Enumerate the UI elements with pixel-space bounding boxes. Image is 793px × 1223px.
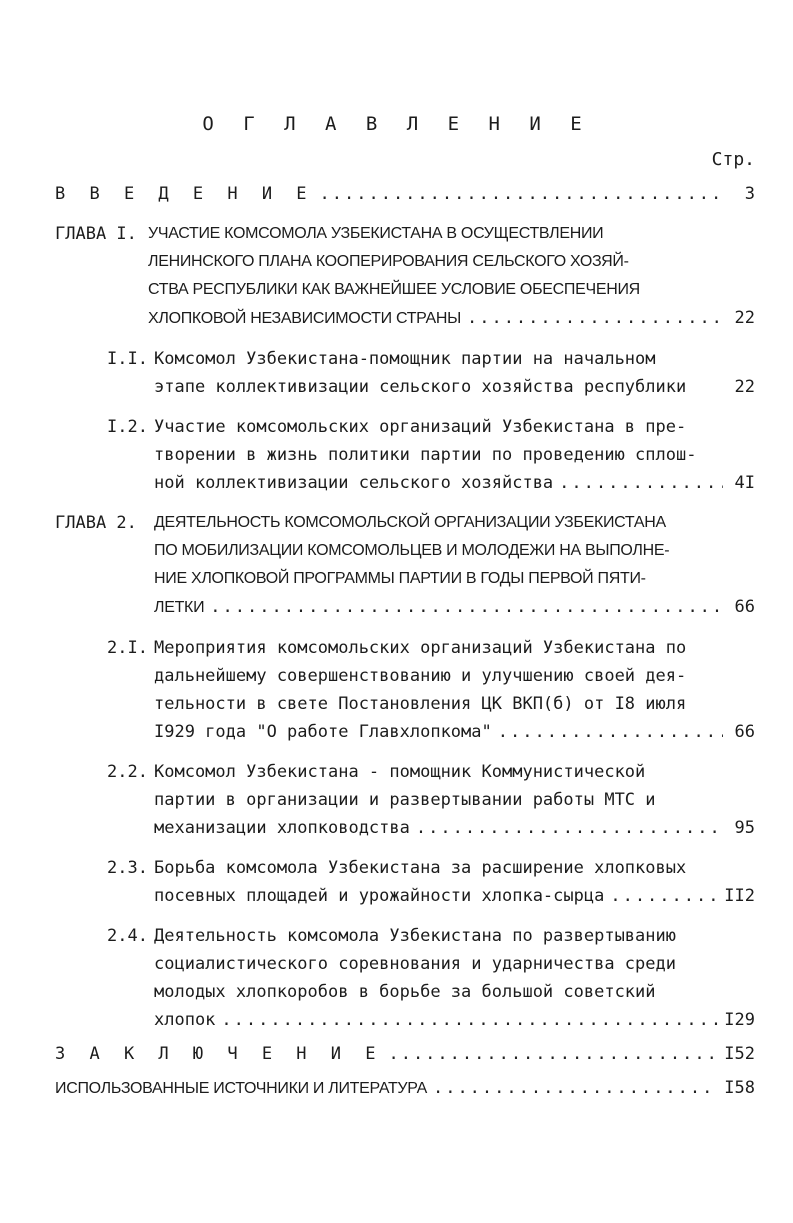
page-column-label: Стр. xyxy=(711,149,755,170)
toc-entry-title: В В Е Д Е Н И Е xyxy=(55,184,314,204)
dot-leader xyxy=(320,180,723,208)
toc-entry-page: 22 xyxy=(734,308,755,328)
toc-entry-section-2-2[interactable] xyxy=(55,758,755,842)
toc-entry-line: хлопок xyxy=(154,1010,216,1030)
toc-entry-line: молодых хлопкоробов в борьбе за большой советский xyxy=(154,982,656,1002)
toc-entry-conclusion[interactable] xyxy=(55,1040,755,1068)
toc-entry-line: Мероприятия комсомольских организаций Узбекистана по xyxy=(154,638,687,658)
toc-entry-section-1-1[interactable] xyxy=(55,345,755,401)
dot-leader xyxy=(416,814,723,842)
toc-entry-line: Борьба комсомола Узбекистана за расширение хлопковых xyxy=(154,858,687,878)
toc-entry-number: ГЛАВА 2. xyxy=(55,513,137,533)
toc-entry-page: 66 xyxy=(734,722,755,742)
toc-entry-section-2-1[interactable] xyxy=(55,634,755,746)
toc-entry-line: этапе коллективизации сельского хозяйства республики xyxy=(154,377,687,397)
toc-entry-sources[interactable] xyxy=(55,1074,755,1103)
dot-leader xyxy=(467,304,723,332)
toc-entry-section-1-2[interactable] xyxy=(55,413,755,497)
toc-entry-line: ДЕЯТЕЛЬНОСТЬ КОМСОМОЛЬСКОЙ ОРГАНИЗАЦИИ УЗБЕКИСТАНА xyxy=(154,514,666,531)
toc-entry-chapter-1[interactable] xyxy=(55,220,755,333)
toc-entry-page: II2 xyxy=(724,886,755,906)
toc-entry-number: ГЛАВА I. xyxy=(55,224,137,244)
toc-entry-page: 66 xyxy=(734,597,755,617)
dot-leader xyxy=(559,469,723,497)
toc-entry-line: посевных площадей и урожайности хлопка-сырца xyxy=(154,886,605,906)
toc-entry-line: ХЛОПКОВОЙ НЕЗАВИСИМОСТИ СТРАНЫ xyxy=(148,310,461,327)
toc-entry-chapter-2[interactable] xyxy=(55,509,755,622)
toc-entry-title: З А К Л Ю Ч Е Н И Е xyxy=(55,1044,383,1064)
page-title: О Г Л А В Л Е Н И Е xyxy=(202,113,591,135)
toc-entry-number: I.I. xyxy=(107,349,148,369)
toc-entry-page: I58 xyxy=(724,1078,755,1098)
dot-leader xyxy=(210,593,723,621)
toc-entry-page: 22 xyxy=(734,377,755,397)
dot-leader xyxy=(433,1074,718,1102)
toc-entry-line: ПО МОБИЛИЗАЦИИ КОМСОМОЛЬЦЕВ И МОЛОДЕЖИ НА ВЫПОЛНЕ- xyxy=(154,542,670,559)
toc-entry-line: партии в организации и развертывании работы МТС и xyxy=(154,790,656,810)
toc-entry-line: Деятельность комсомола Узбекистана по развертыванию xyxy=(154,926,676,946)
toc-entry-line: Комсомол Узбекистана - помощник Коммунистической xyxy=(154,762,646,782)
toc-entry-title: ИСПОЛЬЗОВАННЫЕ ИСТОЧНИКИ И ЛИТЕРАТУРА xyxy=(55,1080,427,1097)
toc-entry-number: 2.4. xyxy=(107,926,148,946)
toc-entry-line: УЧАСТИЕ КОМСОМОЛА УЗБЕКИСТАНА В ОСУЩЕСТВЛЕНИИ xyxy=(148,225,604,242)
toc-entry-intro[interactable] xyxy=(55,180,755,208)
toc-entry-section-2-3[interactable] xyxy=(55,854,755,910)
toc-entry-page: I29 xyxy=(724,1010,755,1030)
toc-entry-line: Комсомол Узбекистана-помощник партии на начальном xyxy=(154,349,656,369)
toc-entry-line: I929 года "О работе Главхлопкома" xyxy=(154,722,492,742)
toc-entry-line: творении в жизнь политики партии по проведению сплош- xyxy=(154,445,697,465)
toc-entry-number: 2.3. xyxy=(107,858,148,878)
toc-entry-line: ЛЕНИНСКОГО ПЛАНА КООПЕРИРОВАНИЯ СЕЛЬСКОГО ХОЗЯЙ- xyxy=(148,253,629,270)
toc-entry-line: СТВА РЕСПУБЛИКИ КАК ВАЖНЕЙШЕЕ УСЛОВИЕ ОБЕСПЕЧЕНИЯ xyxy=(148,281,640,298)
toc-entry-number: 2.2. xyxy=(107,762,148,782)
toc-entry-page: 3 xyxy=(744,184,755,204)
toc-entry-line: дальнейшему совершенствованию и улучшению своей дея- xyxy=(154,666,687,686)
toc-entry-line: ЛЕТКИ xyxy=(154,599,205,616)
toc-entry-page: 95 xyxy=(734,818,755,838)
dot-leader xyxy=(610,882,718,910)
toc-entry-line: НИЕ ХЛОПКОВОЙ ПРОГРАММЫ ПАРТИИ В ГОДЫ ПЕРВОЙ ПЯТИ- xyxy=(154,570,646,587)
toc-entry-line: Участие комсомольских организаций Узбекистана в пре- xyxy=(154,417,687,437)
toc-entry-number: I.2. xyxy=(107,417,148,437)
toc-entry-page: I52 xyxy=(724,1044,755,1064)
dot-leader xyxy=(221,1006,718,1034)
toc-entry-line: социалистического соревнования и ударничества среди xyxy=(154,954,676,974)
toc-entry-line: механизации хлопководства xyxy=(154,818,410,838)
dot-leader xyxy=(388,1040,718,1068)
toc-entry-page: 4I xyxy=(734,473,755,493)
dot-leader xyxy=(498,718,723,746)
toc-entry-line: тельности в свете Постановления ЦК ВКП(б) от I8 июля xyxy=(154,694,687,714)
toc-entry-number: 2.I. xyxy=(107,638,148,658)
toc-entry-section-2-4[interactable] xyxy=(55,922,755,1034)
table-of-contents xyxy=(55,180,755,1103)
toc-entry-line: ной коллективизации сельского хозяйства xyxy=(154,473,554,493)
